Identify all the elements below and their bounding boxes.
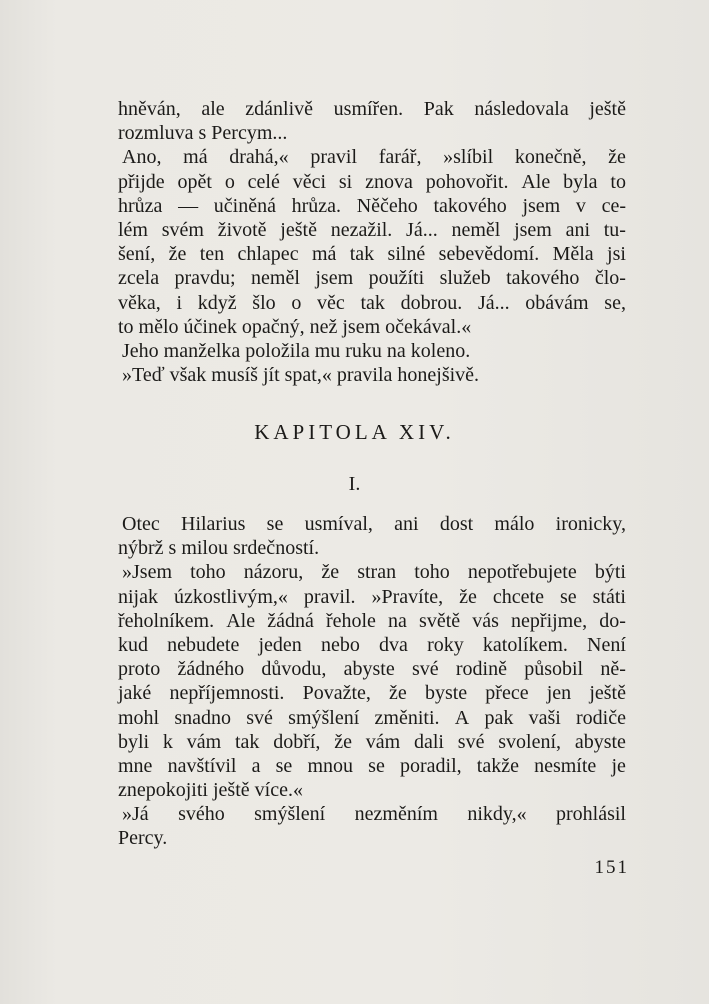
text-line: mne navštívil a se mnou se poradil, takže nesmíte je: [118, 754, 626, 777]
text-line: »Teď však musíš jít spat,« pravila honejšivě.: [122, 364, 480, 387]
text-line: věka, i když šlo o věc tak dobrou. Já... obávám se,: [118, 291, 626, 314]
text-line: nijak úzkostlivým,« pravil. »Pravíte, že chcete se státi: [118, 585, 626, 608]
text-line: hrůza — učiněná hrůza. Něčeho takového jsem v ce-: [118, 194, 626, 217]
text-line: přijde opět o celé věci si znova pohovořit. Ale byla to: [118, 170, 626, 193]
section-heading: I.: [348, 473, 361, 495]
text-line: šení, že ten chlapec má tak silné sebevědomí. Měla jsi: [118, 243, 626, 266]
chapter-heading: KAPITOLA XIV.: [254, 420, 455, 444]
text-line: Ano, má drahá,« pravil farář, »slíbil konečně, že: [122, 146, 626, 169]
text-line: byli k vám tak dobří, že vám dali své svolení, abyste: [118, 730, 626, 753]
text-line: jaké nepříjemnosti. Považte, že byste přece jen ještě: [118, 682, 626, 705]
page-number: 151: [594, 857, 629, 878]
text-block-bottom: [118, 512, 626, 851]
text-line: »Jsem toho názoru, že stran toho nepotřebujete býti: [122, 561, 626, 584]
text-line: hněván, ale zdánlivě usmířen. Pak následovala ještě: [118, 98, 626, 120]
text-line: rozmluva s Percym...: [118, 122, 288, 145]
text-block-top: [118, 97, 626, 387]
text-line: zcela pravdu; neměl jsem použíti služeb takového člo-: [118, 267, 626, 290]
text-line: mohl snadno své smýšlení změniti. A pak vaši rodiče: [118, 706, 626, 729]
text-line: nýbrž s milou srdečností.: [118, 537, 320, 560]
text-line: »Já svého smýšlení nezměním nikdy,« prohlásil: [122, 803, 626, 826]
text-line: Jeho manželka položila mu ruku na koleno.: [122, 339, 471, 362]
text-line: lém svém životě ještě nezažil. Já... neměl jsem ani tu-: [118, 218, 626, 241]
text-line: Percy.: [118, 827, 168, 850]
text-line: kud nebudete jeden nebo dva roky katolíkem. Není: [118, 633, 626, 656]
text-line: proto žádného důvodu, abyste své rodině působil ně-: [118, 658, 626, 681]
text-line: znepokojiti ještě více.«: [118, 779, 303, 802]
text-line: to mělo účinek opačný, než jsem očekával.«: [118, 315, 472, 338]
text-line: řeholníkem. Ale žádná řehole na světě vás nepřijme, do-: [118, 609, 626, 632]
text-line: Otec Hilarius se usmíval, ani dost málo ironicky,: [122, 513, 626, 535]
